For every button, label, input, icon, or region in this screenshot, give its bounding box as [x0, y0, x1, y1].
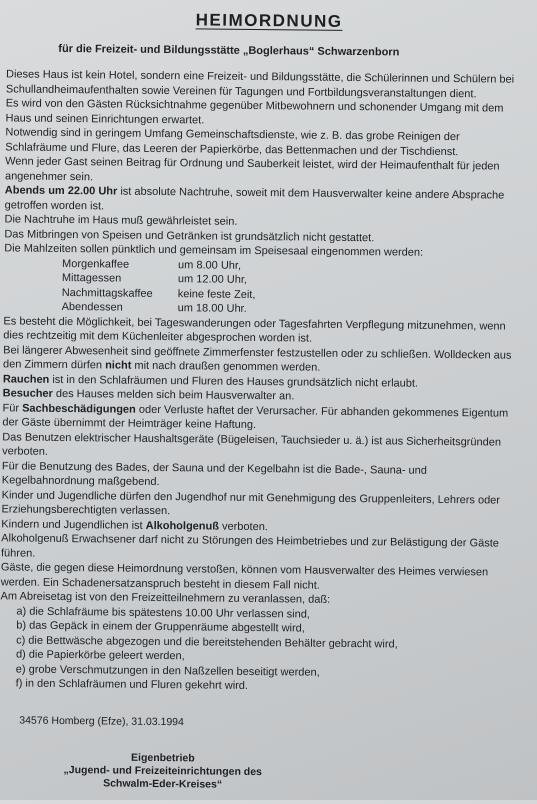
place-date: 34576 Homberg (Efze), 31.03.1994: [19, 714, 184, 729]
paragraph-meals: Die Mahlzeiten sollen pünktlich und gemeinsam im Speisesaal eingenommen werden:: [4, 242, 424, 259]
checklist-item: a) die Schlafräume bis spätestens 10.00 Uhr verlassen sind,: [16, 605, 310, 621]
paragraph-intro: Dieses Haus ist kein Hotel, sondern eine Freizeit- und Bildungsstätte, die Schülerinnen und Schülern bei Schullandheimaufenthalten sowie Vereinen für Tagungen und Fortbildungsveranstaltungen dient.: [5, 68, 515, 100]
smoking-label: Rauchen: [2, 372, 50, 386]
issuer-line: Eigenbetrieb: [131, 751, 195, 765]
visitors-text: des Hauses melden sich beim Hausverwalter an.: [52, 387, 295, 403]
paragraph-departure: Am Abreisetag ist von den Freizeitteilnehmern zu veranlassen, daß:: [0, 590, 331, 606]
paragraph-minors-leave: Kinder und Jugendliche dürfen den Jugendhof nur mit Genehmigung des Gruppenleiters, Lehrers oder Erziehungsberechtigten verlassen.: [1, 488, 501, 518]
alcohol-label: Alkoholgenuß: [145, 519, 220, 533]
smoking-text: ist in den Schlafräumen und Fluren des Hauses grundsätzlich nicht erlaubt.: [49, 373, 419, 390]
paragraph-consideration: Es wird von den Gästen Rücksichtnahme gegenüber Mitbewohnern und schonender Umgang mit dem Haus und seinen Einrichtungen erwartet.: [5, 97, 504, 126]
paragraph-damage: [2, 401, 518, 435]
meal-name: Abendessen: [61, 300, 123, 314]
meal-name: Morgenkaffee: [62, 257, 130, 271]
meal-name: Nachmittagskaffee: [61, 286, 153, 300]
meal-time: um 12.00 Uhr,: [177, 273, 248, 286]
meal-time: um 8.00 Uhr,: [178, 258, 242, 272]
absence-emphasis: nicht: [105, 359, 132, 372]
meal-name: Mittagessen: [61, 271, 122, 285]
night-rest-time: Abends um 22.00 Uhr: [4, 184, 118, 198]
night-rest-text: ist absolute Nachtruhe, soweit mit dem Hausverwalter keine andere Absprache getroffen worden ist.: [4, 185, 505, 212]
rules-body: [0, 67, 522, 696]
paragraph-food-ban: Das Mitbringen von Speisen und Getränken ist grundsätzlich nicht gestattet.: [4, 227, 375, 244]
paragraph-order: Wenn jeder Gast seinen Beitrag für Ordnung und Sauberkeit leistet, wird der Heimaufenthalt für jeden angenehmer sein.: [4, 155, 500, 183]
issuer-signature: [0, 750, 333, 793]
issuer-line: Schwalm-Eder-Kreises“: [103, 777, 223, 791]
paragraph-facilities: Für die Benutzung des Bades, der Sauna und der Kegelbahn ist die Bade-, Sauna- und Kegelbahnordnung maßgebend.: [1, 459, 428, 489]
absence-text-b: mit nach draußen genommen werden.: [131, 359, 321, 374]
damage-text-b: oder Verluste haftet der Verursacher. Für abhanden gekommenes Eigentum der Gäste übernimmt der Heimträger keine Haftung.: [2, 403, 509, 432]
damage-label: Sachbeschädigungen: [22, 402, 136, 416]
issuer-line: „Jugend- und Freizeiteinrichtungen des: [63, 764, 262, 779]
title-text: HEIMORDNUNG: [195, 10, 343, 31]
paragraph-packed-meals: Es besteht die Möglichkeit, bei Tageswanderungen oder Tagesfahrten Verpflegung mitzunehmen, wenn dies rechtzeitig mit dem Küchenleiter abgesprochen worden ist.: [3, 314, 506, 345]
paragraph-expulsion: Gäste, die gegen diese Heimordnung verstoßen, können vom Hausverwalter des Heimes verwiesen werden. Ein Schadenersatzanspruch besteht in diesem Fall nicht.: [0, 561, 489, 592]
subtitle: für die Freizeit- und Bildungsstätte „Boglerhaus“ Schwarzenborn: [58, 42, 400, 59]
checklist-item: b) das Gepäck in einem der Gruppenräume abgestellt wird,: [16, 619, 305, 635]
damage-text-a: Für: [2, 401, 23, 415]
paragraph-night-rest-guarantee: Die Nachtruhe im Haus muß gewährleistet sein.: [4, 213, 238, 228]
checklist-item: f) in den Schlafräumen und Fluren gekehrt wird.: [15, 677, 249, 692]
absence-text-a: Bei längerer Abwesenheit sind geöffnete Zimmerfenster festzustellen oder zu schließen. Wolldecken aus den Zimmern dürfen: [2, 343, 512, 372]
page-title: [1, 8, 537, 34]
paragraph-community-duties: Notwendig sind in geringem Umfang Gemeinschaftsdienste, wie z. B. das grobe Reinigen der Schlafräume und Flure, das Leeren der Papierkörbe, das Bettenmachen und der Tischdienst.: [5, 126, 460, 158]
paragraph-alcohol-adults: Alkoholgenuß Erwachsener darf nicht zu Störungen des Heimbetriebes und zur Belästigung der Gäste führen.: [0, 532, 499, 560]
departure-checklist: [16, 604, 517, 696]
paragraph-appliances: Das Benutzen elektrischer Haushaltsgeräte (Bügeleisen, Tauchsieder u. ä.) ist aus Sicherheitsgründen verboten.: [2, 430, 502, 458]
meal-time: keine feste Zeit,: [177, 287, 256, 301]
visitors-label: Besucher: [2, 387, 53, 400]
checklist-item: c) die Bettwäsche abgezogen und die bereitstehenden Behälter gebracht wird,: [16, 634, 398, 651]
alcohol-text-b: verboten.: [218, 520, 268, 533]
alcohol-text-a: Kindern und Jugendlichen ist: [1, 517, 146, 532]
checklist-item: e) grobe Verschmutzungen in den Naßzellen beseitigt werden,: [15, 663, 320, 679]
meal-schedule: [62, 256, 521, 319]
paragraph-absence: [3, 343, 519, 377]
meal-time: um 18.00 Uhr.: [177, 302, 247, 315]
checklist-item: d) die Papierkörbe geleert werden,: [15, 648, 185, 663]
